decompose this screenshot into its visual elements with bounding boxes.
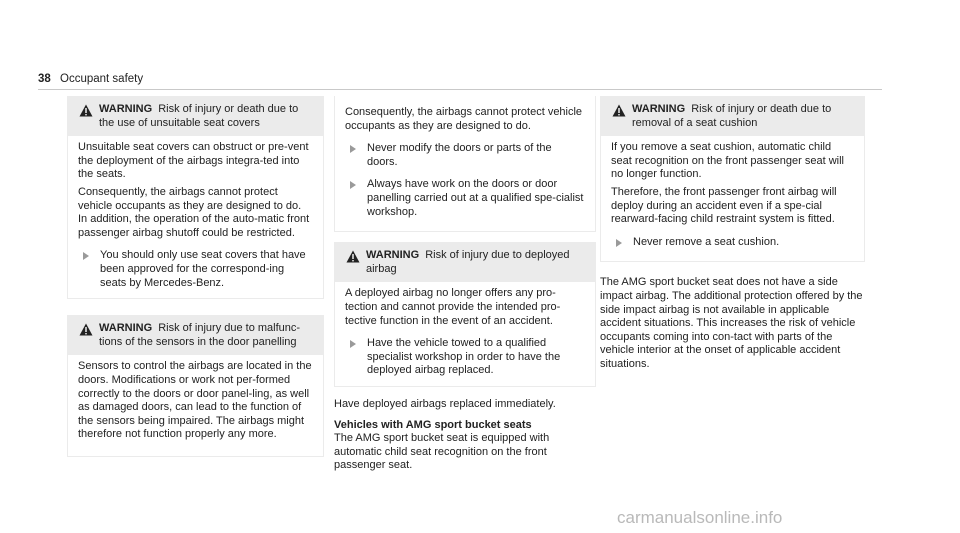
instruction-text: Never modify the doors or parts of the doors. xyxy=(367,142,552,168)
warning-text: Consequently, the airbags cannot protect vehicle occupants as they are designed to do. xyxy=(345,106,583,132)
warning-heading: Risk of injury or death due to removal of a seat cushion xyxy=(632,103,832,129)
warning-heading: Risk of injury due to deployed airbag xyxy=(366,249,570,275)
warning-text: A deployed airbag no longer offers any pro-tection and cannot provide the intended pro-tective function in the event of an accident. xyxy=(345,287,561,327)
warning-text: Therefore, the front passenger front airbag will deploy during an accident even if a spe-cial rearward-facing child restraint system is fitted. xyxy=(611,185,837,226)
body-text: Have deployed airbags replaced immediately. xyxy=(334,397,556,410)
body-text: The AMG sport bucket seat is equipped with automatic child seat recognition on the front passenger seat. xyxy=(334,432,550,472)
warning-box-door-sensors xyxy=(67,315,324,457)
warning-label: WARNING xyxy=(99,322,153,335)
warning-triangle-icon xyxy=(346,250,360,263)
instruction-item xyxy=(345,178,585,219)
arrow-bullet-icon xyxy=(350,340,356,348)
page-number: 38 xyxy=(38,73,51,85)
warning-text: Unsuitable seat covers can obstruct or pre-vent the deployment of the airbags integra-ted into the seats. xyxy=(78,141,309,181)
body-text: The AMG sport bucket seat does not have a side impact airbag. The additional protection offered by the side impact airbag is not available in applicable accident situations. This increases the risk of vehicle occupants coming into con-tact with parts of the vehicle interior at the onset of applicable accident situations. xyxy=(600,276,863,370)
arrow-bullet-icon xyxy=(350,181,356,189)
column-1 xyxy=(67,96,324,457)
watermark-text: carmanualsonline.info xyxy=(617,508,783,527)
warning-body xyxy=(334,282,596,387)
warning-body xyxy=(67,355,324,457)
warning-header xyxy=(600,96,865,136)
instruction-item xyxy=(345,337,585,378)
warning-heading: Risk of injury due to malfunc-tions of the sensors in the door panelling xyxy=(99,322,301,348)
arrow-bullet-icon xyxy=(83,252,89,260)
warning-text: Sensors to control the airbags are located in the doors. Modifications or work not per-formed correctly to the doors or door panel-ling, as well as damaged doors, can lead to the function of the sensors being impaired. The airbags might therefore not function properly any more. xyxy=(78,360,312,441)
subsection-heading: Vehicles with AMG sport bucket seats xyxy=(334,418,532,431)
column-2 xyxy=(334,96,596,477)
warning-triangle-icon xyxy=(612,104,626,117)
warning-heading: Risk of injury or death due to the use of unsuitable seat covers xyxy=(99,103,299,129)
instruction-text: Have the vehicle towed to a qualified specialist workshop in order to have the deployed airbag replaced. xyxy=(367,337,561,377)
instruction-text: Never remove a seat cushion. xyxy=(633,235,780,248)
warning-body xyxy=(334,96,596,232)
warning-triangle-icon xyxy=(79,104,93,117)
instruction-item xyxy=(345,142,585,169)
instruction-text: You should only use seat covers that have been approved for the correspond-ing seats by Mercedes-Benz. xyxy=(100,249,306,289)
warning-box-deployed-airbag xyxy=(334,242,596,387)
arrow-bullet-icon xyxy=(616,239,622,247)
column-3 xyxy=(600,96,865,376)
warning-body xyxy=(67,136,324,299)
instruction-item xyxy=(611,236,854,250)
warning-header xyxy=(67,96,324,136)
warning-text: If you remove a seat cushion, automatic child seat recognition on the front passenger seat will no longer function. xyxy=(611,141,844,181)
section-title: Occupant safety xyxy=(60,73,144,85)
warning-continuation-box xyxy=(334,96,596,232)
arrow-bullet-icon xyxy=(350,145,356,153)
instruction-text: Always have work on the doors or door panelling carried out at a qualified spe-cialist workshop. xyxy=(367,178,584,218)
warning-box-seat-cushion xyxy=(600,96,865,262)
warning-box-seat-covers xyxy=(67,96,324,299)
warning-text: Consequently, the airbags cannot protect vehicle occupants as they are designed to do. In addition, the operation of the auto-matic front passenger airbag shutoff could be restricted. xyxy=(78,185,310,239)
warning-triangle-icon xyxy=(79,323,93,336)
warning-label: WARNING xyxy=(99,103,153,115)
page-header xyxy=(38,71,143,87)
header-divider xyxy=(38,89,882,90)
warning-header xyxy=(67,315,324,355)
warning-label: WARNING xyxy=(632,103,686,115)
instruction-item xyxy=(78,249,313,290)
warning-header xyxy=(334,242,596,282)
warning-label: WARNING xyxy=(366,249,420,262)
warning-body xyxy=(600,136,865,262)
